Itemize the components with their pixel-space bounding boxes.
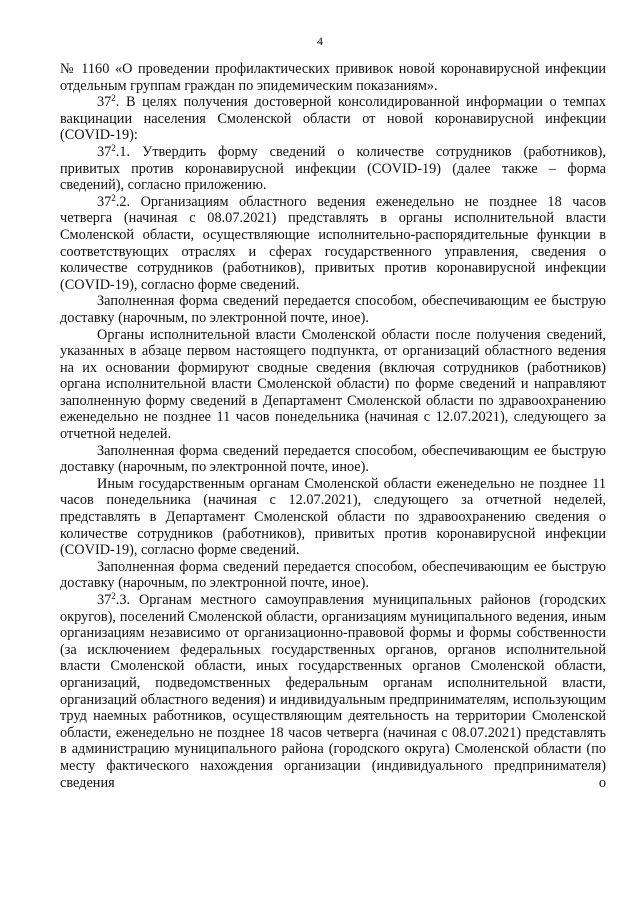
paragraph-5-text: Заполненная форма сведений передается способом, обеспечивающим ее быструю доставку (нарочным, по электронной почте, иное). (60, 293, 606, 326)
paragraph-3-text: .1. Утвердить форму сведений о количестве сотрудников (работников), привитых против коронавирусной инфекции (COVID-19) (далее также – форма сведений), согласно приложению. (60, 143, 606, 194)
paragraph-9-text: Заполненная форма сведений передается способом, обеспечивающим ее быструю доставку (нарочным, по электронной почте, иное). (60, 558, 606, 592)
paragraph-4-number: 37 (97, 193, 112, 210)
paragraph-6 (60, 327, 606, 443)
paragraph-10-text: .3. Органам местного самоуправления муниципальных районов (городских округов), поселений Смоленской области, организациям муниципального ведения, иным организациям независимо от организационно-правовой формы и формы собственности (за исключением федеральных государственных органов, органов исполнительной власти Смоленской области, иных государственных органов Смоленской области, организаций, подведомственных федеральным органам исполнительной власти, организаций областного ведения) и индивидуальным предпринимателям, использующим труд наемных работников, осуществляющим деятельность на территории Смоленской области, еженедельно не позднее 18 часов четверга (начиная с 08.07.2021) представлять в администрацию муниципального района (городского округа) Смоленской области (по месту фактического нахождения организации (индивидуального предпринимателя) сведения о (60, 592, 606, 791)
paragraph-10-number: 37 (97, 592, 112, 608)
paragraph-3 (60, 144, 606, 194)
paragraph-8-text: Иным государственным органам Смоленской области еженедельно не позднее 11 часов понедельника (начиная с 12.07.2021), следующего за отчетной неделей, представлять в Департамент Смоленской области по здравоохранению сведения о количестве сотрудников (работников), привитых против коронавирусной инфекции (COVID-19), согласно форме сведений. (60, 475, 606, 559)
document-body (60, 61, 606, 791)
paragraph-4 (60, 194, 606, 294)
paragraph-4-superscript: 2 (111, 192, 116, 203)
paragraph-7-text: Заполненная форма сведений передается способом, обеспечивающим ее быструю доставку (нарочным, по электронной почте, иное). (60, 442, 606, 476)
paragraph-2-number: 37 (97, 94, 112, 111)
paragraph-1 (60, 61, 606, 94)
paragraph-2-text: . В целях получения достоверной консолидированной информации о темпах вакцинации населения Смоленской области от новой коронавирусной инфекции (COVID-19): (60, 94, 606, 144)
paragraph-6-text: Органы исполнительной власти Смоленской области после получения сведений, указанных в абзаце первом настоящего подпункта, от организаций областного ведения на их основании формируют сводные сведения (включая сотрудников (работников) органа исполнительной власти Смоленской области) по форме сведений и направляют заполненную форму сведений в Департамент Смоленской области по здравоохранению еженедельно не позднее 11 часов понедельника (начиная с 12.07.2021), следующего за отчетной неделей. (60, 326, 606, 443)
paragraph-3-number: 37 (97, 143, 112, 160)
paragraph-9 (60, 559, 606, 592)
paragraph-3-superscript: 2 (111, 142, 116, 153)
paragraph-10-superscript: 2 (111, 591, 116, 601)
paragraph-5 (60, 293, 606, 326)
paragraph-4-text: .2. Организациям областного ведения еженедельно не позднее 18 часов четверга (начиная с 08.07.2021) представлять в органы исполнительной власти Смоленской области, осуществляющие исполнительно-распорядительные функции в соответствующих отраслях и сферах государственного управления, сведения о количестве сотрудников (работников), привитых против коронавирусной инфекции (COVID-19), согласно форме сведений. (60, 193, 606, 293)
paragraph-7 (60, 443, 606, 476)
paragraph-10 (60, 592, 606, 791)
page-number: 4 (317, 34, 323, 48)
paragraph-2 (60, 94, 606, 144)
paragraph-2-superscript: 2 (111, 93, 116, 104)
paragraph-8 (60, 476, 606, 559)
paragraph-1-text: № 1160 «О проведении профилактических прививок новой коронавирусной инфекции отдельным группам граждан по эпидемическим показаниям». (60, 61, 606, 94)
